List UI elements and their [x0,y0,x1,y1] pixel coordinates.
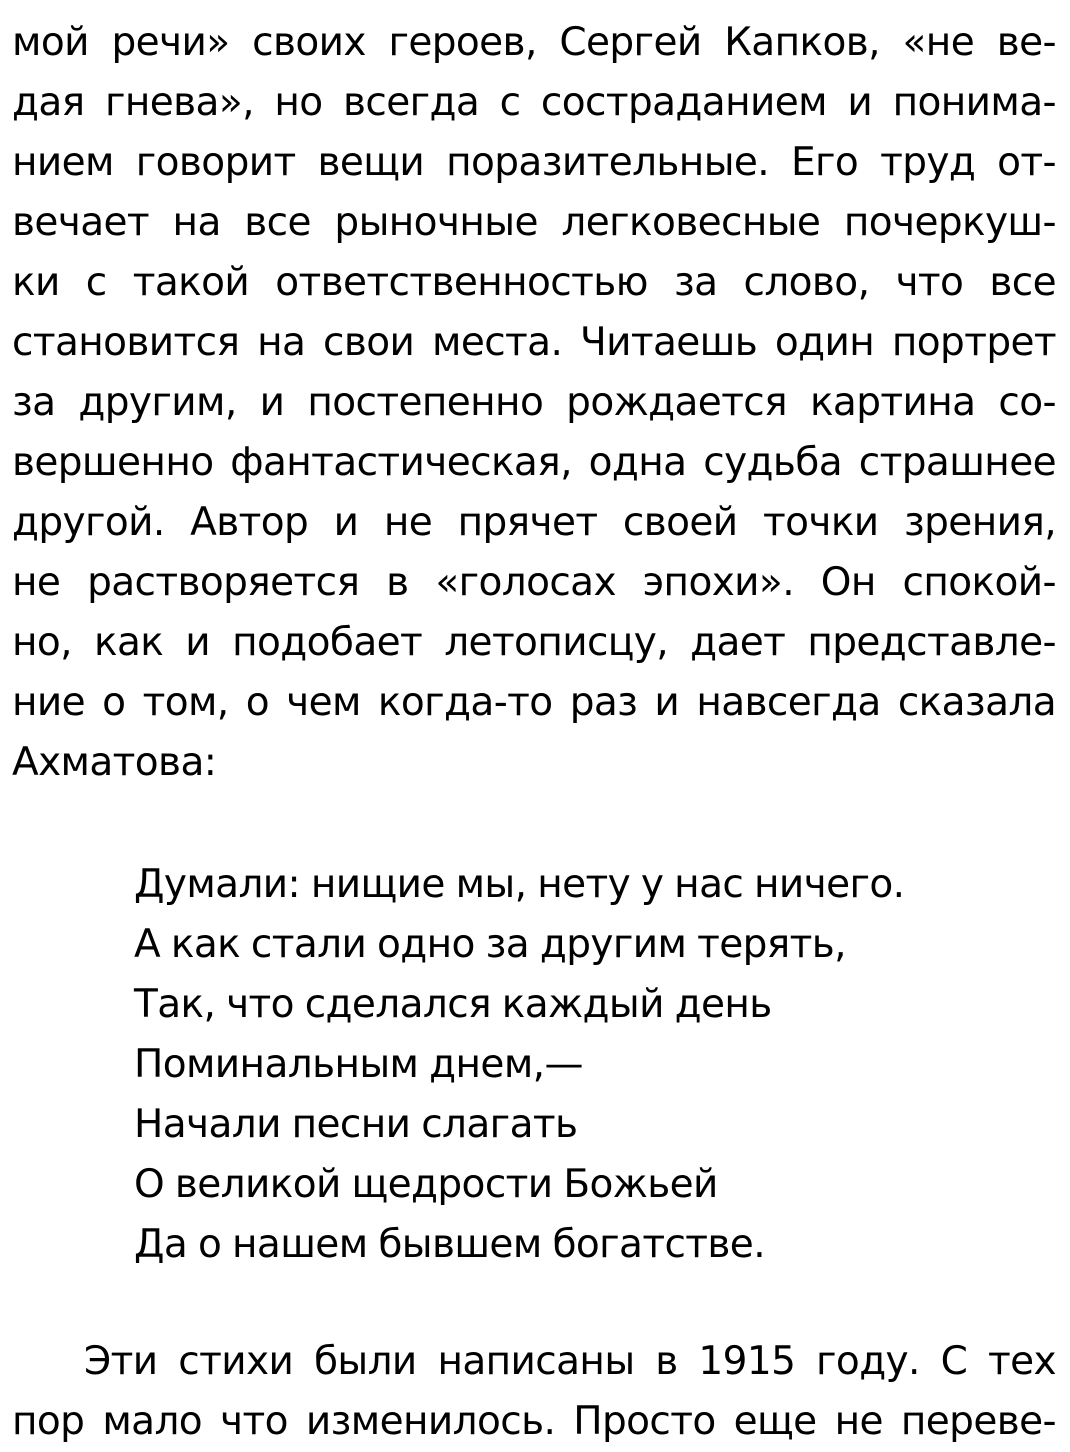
text-line: становится на свои места. Читаешь один портрет [12,320,1056,365]
verse-line: Думали: нищие мы, нету у нас ничего. [134,862,905,907]
text-line: ки с такой ответственностью за слово, что все [12,260,1056,305]
verse-line: О великой щедрости Божьей [134,1162,718,1207]
verse-line: А как стали одно за другим терять, [134,922,846,967]
text-line: вечает на все рыночные легковесные почеркуш- [12,200,1056,245]
text-line: дая гнева», но всегда с состраданием и понима- [12,80,1056,125]
text-line: вершенно фантастическая, одна судьба страшнее [12,440,1056,485]
text-line: пор мало что изменилось. Просто еще не переве- [12,1399,1056,1444]
text-line: ние о том, о чем когда-то раз и навсегда сказала [12,680,1056,725]
verse-line: Так, что сделался каждый день [134,982,772,1027]
text-line: другой. Автор и не прячет своей точки зрения, [12,500,1056,545]
text-line: мой речи» своих героев, Сергей Капков, «не ве- [12,20,1056,65]
verse-line: Да о нашем бывшем богатстве. [134,1222,766,1267]
text-line: Эти стихи были написаны в 1915 году. С тех [84,1339,1056,1384]
text-line: Ахматова: [12,740,217,785]
verse-line: Поминальным днем,— [134,1042,583,1087]
text-line: за другим, и постепенно рождается картина со- [12,380,1056,425]
text-line: но, как и подобает летописцу, дает представле- [12,620,1056,665]
text-line: нием говорит вещи поразительные. Его труд от- [12,140,1056,185]
verse-line: Начали песни слагать [134,1102,578,1147]
text-line: не растворяется в «голосах эпохи». Он спокой- [12,560,1056,605]
